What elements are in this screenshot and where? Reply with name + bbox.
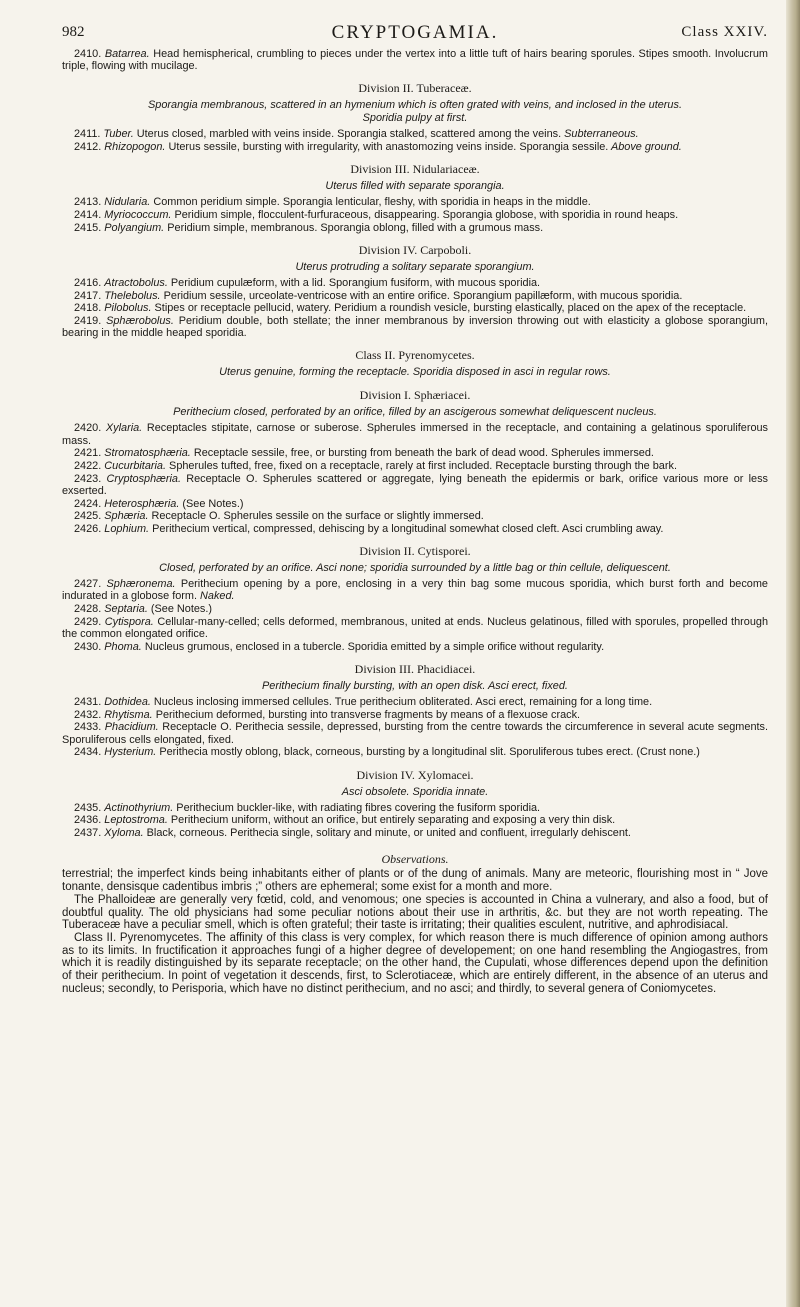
entry-description: Uterus sessile, bursting with irregularity, with anastomozing veins inside. Sporangia sessile. [165,141,609,154]
division-heading: Division II. Tuberaceæ. [358,81,472,96]
entry-description: Receptacle sessile, free, or bursting from beneath the bark of dead wood. Spherules immersed. [190,447,654,460]
entry-number: 2426. [74,523,105,536]
genus-name: Phoma. [104,640,142,653]
entry-description: Perithecium uniform, without an orifice, but entirely separating and exposing a very thin disk. [167,814,616,827]
entry-number: 2423. [74,472,107,485]
entry-number: 2418. [74,302,105,315]
entry-number: 2411. [74,128,104,141]
entry-description: Peridium double, both stellate; the inner membranous by inversion throwing out with elasticity a globose sporangium, bearing in the middle heaped sporidia. [62,315,768,340]
entry-number: 2410. [74,48,105,60]
page-header [62,22,768,46]
entry-description: (See Notes.) [147,603,213,616]
genus-entry [62,48,768,72]
entry-description: Perithecium buckler-like, with radiating fibres covering the fusiform sporidia. [173,801,541,814]
observation-paragraph: The Phalloideæ are generally very fœtid, cold, and venomous; one species is accounted in China a vulnerary, and also a food, but of doubtful quality. The old physicians had some peculiar notions about their use in arthritis, &c. but they are not worth repeating. The Tuberaceæ have a peculiar smell, which is often grateful; their taste is irritating; their qualities esculent, nutritive, and aphrodisiacal. [62,894,768,932]
genus-entry [62,473,768,497]
genus-entry [62,222,768,234]
genus-name: Sphæronema. [106,578,176,591]
genus-name: Cytispora. [104,615,154,628]
genus-name: Phacidium. [104,721,159,734]
entry-number: 2430. [74,640,105,653]
entry-description: Receptacle O. Spherules sessile on the surface or slightly immersed. [148,510,484,523]
division-character: Perithecium closed, perforated by an orifice, filled by an ascigerous somewhat deliquescent nucleus. [173,406,657,419]
genus-entry [62,603,768,615]
entry-description: Spherules tufted, free, fixed on a receptacle, rarely at first included. Receptacle bursting through the bark. [166,460,677,473]
entry-number: 2420. [74,422,106,435]
entry-number: 2431. [74,695,105,708]
division-character: Perithecium finally bursting, with an open disk. Asci erect, fixed. [262,679,568,692]
class-character: Uterus genuine, forming the receptacle. Sporidia disposed in asci in regular rows. [219,366,611,379]
entry-description: Receptacle O. Spherules scattered or aggregate, lying beneath the epidermis or bark, orifice various more or less exserted. [62,472,768,497]
genus-name: Actinothyrium. [104,801,174,814]
genus-entry [62,802,768,814]
entry-description: Receptacle O. Perithecia sessile, depressed, bursting from the centre towards the circumference in several acute segments. Sporuliferous cells elongated, fixed. [62,721,768,746]
genus-entry [62,498,768,510]
entry-habitat: Above ground. [608,141,682,154]
genus-entry [62,277,768,289]
entry-description: Perithecia mostly oblong, black, corneous, bursting by a longitudinal slit. Sporuliferous tubes erect. (Crust none.) [156,746,700,759]
entry-description: Black, corneous. Perithecia single, solitary and minute, or united and confluent, irregularly dehiscent. [143,826,631,839]
genus-name: Rhytisma. [104,708,153,721]
entry-description: Perithecium vertical, compressed, dehiscing by a longitudinal somewhat closed cleft. Asci crumbling away. [149,523,664,536]
genus-name: Lophium. [104,523,150,536]
entry-description: Perithecium opening by a pore, enclosing in a very thin bag some mucous sporidia, which burst forth and become indurated in a globose form. [62,578,768,603]
genus-name: Pilobolus. [104,302,152,315]
page-body [62,48,768,996]
genus-entry [62,814,768,826]
entry-list [62,696,768,759]
entry-number: 2436. [74,814,105,827]
entry-number: 2414. [74,209,105,222]
division-character: Uterus protruding a solitary separate sporangium. [295,260,535,273]
entry-list [62,196,768,234]
entry-habitat: Naked. [197,590,235,603]
entry-list [62,277,768,340]
entry-description: Perithecium deformed, bursting into transverse fragments by means of a flexuose crack. [152,708,581,721]
division-heading: Division II. Cytisporei. [359,544,471,559]
entry-description: Common peridium simple. Sporangia lenticular, fleshy, with sporidia in heaps in the middle. [150,196,591,209]
entry-description: Nucleus grumous, enclosed in a tubercle. Sporidia emitted by a simple orifice without regularity. [141,640,605,653]
class-label: Class XXIV. [681,24,768,40]
entry-number: 2437. [74,826,105,839]
genus-name: Cryptosphæria. [106,472,181,485]
entry-number: 2429. [74,615,105,628]
genus-name: Hysterium. [104,746,157,759]
observations-heading: Observations. [381,852,449,867]
division-heading: Division IV. Carpoboli. [358,242,472,257]
genus-name: Batarrea. [104,48,150,60]
genus-name: Sphærobolus. [106,315,174,328]
genus-name: Myriococcum. [104,209,172,222]
entry-number: 2415. [74,221,105,234]
entry-list [62,578,768,653]
entry-number: 2425. [74,510,105,523]
entry-number: 2417. [74,289,105,302]
entry-description: Nucleus inclosing immersed cellules. True perithecium obliterated. Asci erect, remaining for a long time. [150,695,653,708]
genus-entry [62,827,768,839]
entry-list [62,802,768,840]
genus-entry [62,578,768,602]
entry-description: Stipes or receptacle pellucid, watery. Peridium a roundish vesicle, bursting elastically, placed on the apex of the receptacle. [151,302,747,315]
entry-description: (See Notes.) [179,497,244,510]
observation-paragraph: terrestrial; the imperfect kinds being inhabitants either of plants or of the dung of animals. Many are meteoric, flourishing most in “ Jove tonante, densisque cadentibus imbris ;” others are ephemeral; some exist for a month and more. [62,868,768,893]
genus-entry [62,422,768,446]
entry-description: Uterus closed, marbled with veins inside. Sporangia stalked, scattered among the veins. [133,128,562,141]
division-character: Asci obsolete. Sporidia innate. [341,785,489,798]
genus-name: Atractobolus. [104,276,168,289]
observations-text [62,868,768,995]
book-spine-edge [786,0,800,1307]
entry-description: Peridium simple, membranous. Sporangia oblong, filled with a grumous mass. [164,221,544,234]
entry-number: 2435. [74,801,105,814]
entry-number: 2428. [74,603,105,616]
entry-number: 2413. [74,196,105,209]
division-heading: Division III. Nidulariaceæ. [350,162,480,177]
genus-name: Septaria. [104,603,148,616]
division-character: Uterus filled with separate sporangia. [325,180,505,193]
genus-entry [62,709,768,721]
running-title: CRYPTOGAMIA. [331,22,499,43]
entry-habitat: Subterraneous. [561,128,639,141]
page-number: 982 [62,24,85,40]
genus-entry [62,721,768,745]
genus-entry [62,510,768,522]
genus-name: Cucurbitaria. [104,460,167,473]
genus-entry [62,141,768,153]
genus-entry [62,616,768,640]
intro-section [62,48,768,72]
genus-name: Xyloma. [104,826,144,839]
division-heading: Division III. Phacidiacei. [354,661,476,676]
entry-number: 2419. [74,315,107,328]
entry-list [62,422,768,535]
genus-name: Stromatosphæria. [104,447,191,460]
entry-number: 2412. [74,141,105,154]
genus-entry [62,696,768,708]
entry-number: 2434. [74,746,105,759]
genus-name: Dothidea. [104,695,151,708]
entry-number: 2424. [74,497,105,510]
genus-entry [62,460,768,472]
entry-list [62,128,768,153]
division-heading: Division IV. Xylomacei. [356,767,474,782]
genus-name: Polyangium. [104,221,165,234]
entry-number: 2427. [74,578,107,591]
division-character: Closed, perforated by an orifice. Asci none; sporidia surrounded by a little bag or thin cellule, deliquescent. [159,562,671,575]
entry-description: Cellular-many-celled; cells deformed, membranous, united at ends. Nucleus gelatinous, filled with sporules, propelled through the common elongated orifice. [62,615,768,641]
genus-name: Nidularia. [104,196,151,209]
genus-name: Thelebolus. [104,289,161,302]
genus-entry [62,209,768,221]
entry-number: 2422. [74,460,105,473]
genus-name: Leptostroma. [104,814,168,827]
genus-entry [62,523,768,535]
genus-entry [62,447,768,459]
genus-name: Heterosphæria. [104,497,180,510]
genus-entry [62,746,768,758]
entry-description: Receptacles stipitate, carnose or suberose. Spherules immersed in the receptacle, and containing a gelatinous sporuliferous mass. [62,422,769,447]
genus-name: Rhizopogon. [104,141,166,154]
entry-description: Peridium sessile, urceolate-ventricose with an entire orifice. Sporangium papillæform, with mucous sporidia. [160,289,683,302]
genus-name: Xylaria. [105,422,143,435]
genus-entry [62,315,768,339]
entry-description: Peridium cupulæform, with a lid. Sporangium fusiform, with mucous sporidia. [167,276,541,289]
class-heading: Class II. Pyrenomycetes. [355,348,475,363]
genus-entry [62,196,768,208]
entry-description: Peridium simple, flocculent-furfuraceous, disappearing. Sporangia globose, with sporidia in round heaps. [171,209,679,222]
division-heading: Division I. Sphæriacei. [359,388,471,403]
genus-entry [62,302,768,314]
entry-number: 2416. [74,276,105,289]
genus-entry [62,290,768,302]
genus-entry [62,128,768,140]
entry-number: 2432. [74,708,105,721]
entry-number: 2433. [74,721,105,734]
genus-entry [62,641,768,653]
genus-name: Tuber. [103,128,134,141]
genus-name: Sphæria. [104,510,149,523]
division-character: Sporangia membranous, scattered in an hymenium which is often grated with veins, and inclosed in the uterus. Sporidia pulpy at first. [148,99,682,125]
observation-paragraph: Class II. Pyrenomycetes. The affinity of this class is very complex, for which reason there is much difference of opinion among authors as to its limits. In fructification it approaches fungi of a higher degree of developement; on one hand resembling the Angiogastres, from which it is readily distinguished by its separate receptacle; on the other hand, the Cupulati, whose differences depend upon the definition of their perithecium. In point of vegetation it descends, first, to Sclerotiaceæ, which are entirely different, in the absence of an uterus and nucleus; secondly, to Perisporia, which have no distinct perithecium, and no asci; and thirdly, to several genera of Coniomycetes. [62,932,768,995]
entry-number: 2421. [74,447,105,460]
entry-description: Head hemispherical, crumbling to pieces under the vertex into a little tuft of hairs bearing sporules. Stipes smooth. Involucrum triple, flowing with mucilage. [62,48,768,73]
